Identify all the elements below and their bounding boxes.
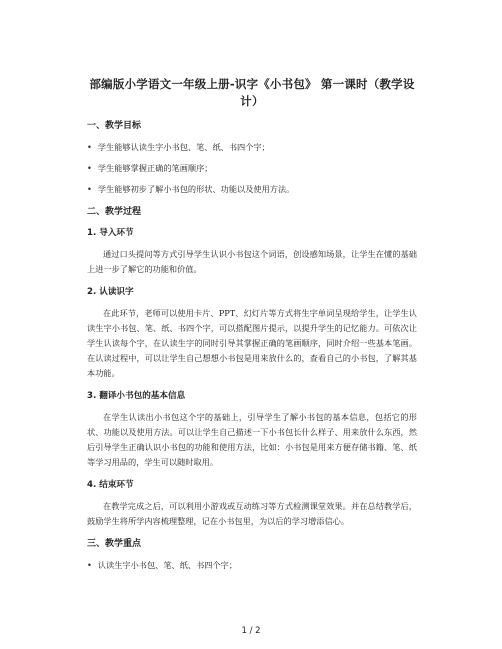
page-number: 1 / 2: [241, 626, 261, 636]
document-body: [87, 76, 417, 582]
subsection-heading: 2. 认读识字: [87, 287, 134, 297]
list-item: • 学生能够初步了解小书包的形状、功能以及使用方法。: [87, 183, 417, 196]
list-item: • 学生能够掌握正确的笔画顺序；: [87, 162, 417, 175]
document-title: 部编版小学语文一年级上册-识字《小书包》 第一课时（教学设计）: [89, 77, 415, 108]
section-heading: 二、教学过程: [87, 207, 142, 217]
subsection-heading: 4. 结束环节: [87, 480, 134, 490]
focus-list: [87, 559, 417, 572]
subsection-heading: 1. 导入环节: [87, 228, 134, 238]
paragraph: 在学生认读出小书包这个字的基础上，引导学生了解小书包的基本信息，包括它的形状、功能以及使用方法。可以让学生自己描述一下小书包长什么样子、用来放什么东西，然后引导学生正确认识小书包的功能和使用方法，比如：小书包是用来方便存储书籍、笔、纸等学习用品的，学生可以随时取用。: [87, 412, 417, 467]
section-teaching-focus: [87, 538, 417, 572]
paragraph: 通过口头提问等方式引导学生认识小书包这个词语，创设感知场景，让学生在懂的基础上进一步了解它的功能和价值。: [87, 249, 417, 274]
section-teaching-goals: [87, 120, 417, 196]
list-item: • 学生能够认读生字小书包、笔、纸、书四个字；: [87, 141, 417, 154]
section-teaching-process: [87, 206, 417, 529]
section-heading: 一、教学目标: [87, 121, 142, 131]
goal-list: [87, 141, 417, 196]
paragraph: 在教学完成之后，可以利用小游戏或互动练习等方式检测课堂效果。并在总结教学后，鼓励学生将所学内容梳理整理，记在小书包里，为以后的学习增添信心。: [87, 501, 417, 526]
subsection-heading: 3. 翻译小书包的基本信息: [87, 391, 186, 401]
list-item: • 认读生字小书包、笔、纸、书四个字；: [87, 559, 417, 572]
section-heading: 三、教学重点: [87, 539, 142, 549]
paragraph: 在此环节，老师可以使用卡片、PPT、幻灯片等方式将生字单词呈现给学生，让学生认读生字小书包、笔、纸、书四个字，可以搭配图片提示，以提升学生的记忆能力。可依次让学生认读每个字，在认读生字的同时引导其掌握正确的笔画顺序，同时介绍一些基本笔画。在认读过程中，可以让学生自己想想小书包是用来放什么的，查看自己的小书包，了解其基本功能。: [87, 308, 417, 378]
